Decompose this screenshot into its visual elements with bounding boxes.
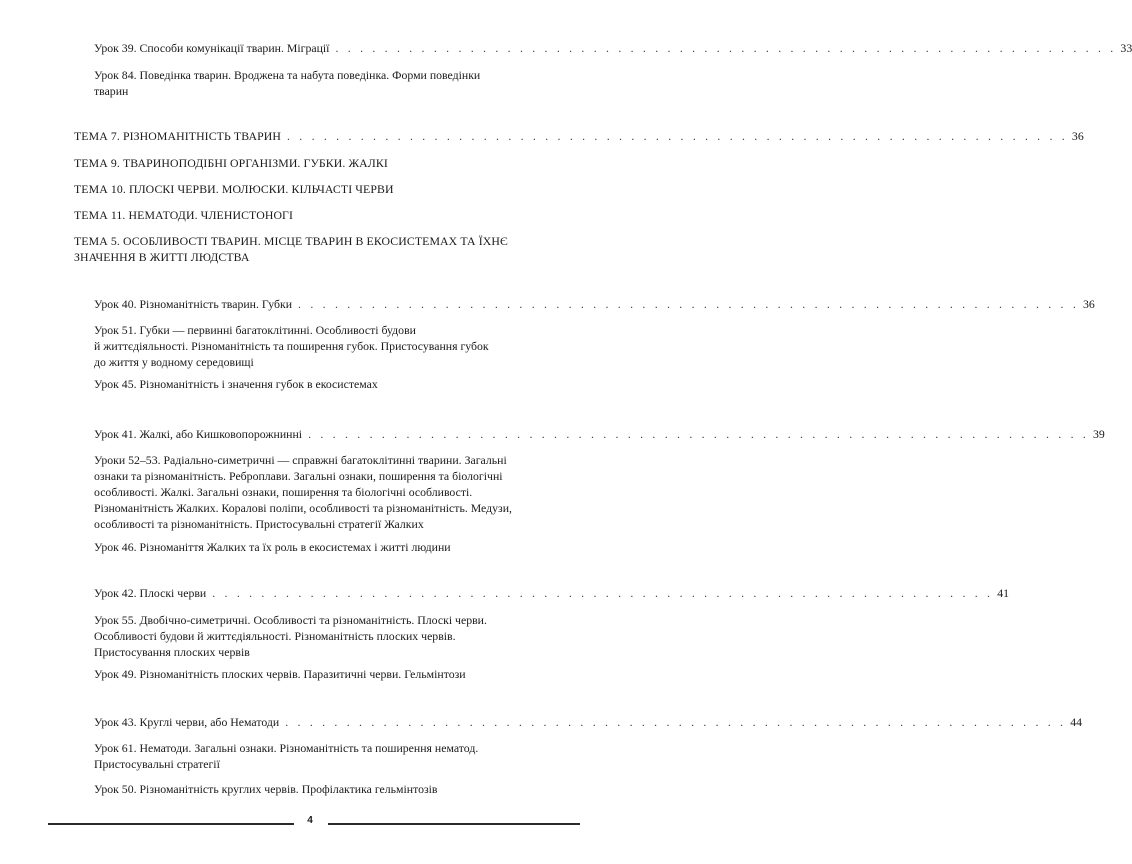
toc-entry-title: Урок 50. Різноманітність круглих червів. Профілактика гельмінтозів bbox=[94, 782, 438, 796]
toc-entry[interactable] bbox=[94, 612, 574, 660]
toc-entry[interactable] bbox=[94, 426, 1105, 442]
toc-topic-title: ТЕМА 9. ТВАРИНОПОДІБНІ ОРГАНІЗМИ. ГУБКИ. ЖАЛКІ bbox=[74, 156, 388, 170]
toc-entry[interactable] bbox=[94, 740, 564, 772]
toc-topic-title: ТЕМА 11. НЕМАТОДИ. ЧЛЕНИСТОНОГІ bbox=[74, 208, 294, 222]
toc-entry[interactable] bbox=[94, 322, 564, 370]
toc-entry-title-line3: особливості. Жалкі. Загальні ознаки, поширення та біологічні особливості. bbox=[94, 485, 473, 499]
toc-entry[interactable] bbox=[94, 781, 438, 797]
toc-entry-title: Урок 51. Губки — первинні багатоклітинні. Особливості будови bbox=[94, 323, 416, 337]
toc-entry-title: Урок 42. Плоскі черви bbox=[94, 586, 207, 600]
toc-entry[interactable] bbox=[94, 67, 544, 99]
page-number: 4 bbox=[307, 815, 313, 826]
leader-dots: . . . . . . . . . . . . . . . . . . . . . . . . . . . . . . . . . . . . . . . . . . . . . . . . . . . . . . . . . . . . . . . . bbox=[298, 297, 1079, 311]
toc-entry-title: Урок 43. Круглі черви, або Нематоди bbox=[94, 715, 280, 729]
toc-topic-entry[interactable] bbox=[74, 233, 578, 265]
toc-entry-title: Уроки 52–53. Радіально-симетричні — справжні багатоклітинні тварини. Загальні bbox=[94, 453, 507, 467]
toc-page-number: 39 bbox=[1093, 427, 1105, 441]
toc-entry-title-line5: особливості та різноманітність. Пристосувальні стратегії Жалких bbox=[94, 517, 424, 531]
toc-entry-title: Урок 49. Різноманітність плоских червів. Паразитичні черви. Гельмінтози bbox=[94, 667, 466, 681]
toc-topic-entry[interactable] bbox=[74, 155, 388, 171]
toc-entry-title: Урок 41. Жалкі, або Кишковопорожнинні bbox=[94, 427, 303, 441]
toc-topic-title: ТЕМА 10. ПЛОСКІ ЧЕРВИ. МОЛЮСКИ. КІЛЬЧАСТІ ЧЕРВИ bbox=[74, 182, 394, 196]
toc-entry-title-line2: тварин bbox=[94, 84, 129, 98]
leader-dots: . . . . . . . . . . . . . . . . . . . . . . . . . . . . . . . . . . . . . . . . . . . . . . . . . . . . . . . . . . . . . . . . bbox=[335, 41, 1117, 55]
toc-entry-title: Урок 61. Нематоди. Загальні ознаки. Різноманітність та поширення нематод. bbox=[94, 741, 479, 755]
toc-entry[interactable] bbox=[94, 376, 378, 392]
toc-entry-title-line2: Особливості будови й життєдіяльності. Різноманітність плоских червів. bbox=[94, 629, 456, 643]
toc-entry-title: Урок 55. Двобічно-симетричні. Особливості та різноманітність. Плоскі черви. bbox=[94, 613, 487, 627]
toc-entry[interactable] bbox=[94, 714, 1082, 730]
toc-page-number: 41 bbox=[997, 586, 1009, 600]
toc-entry-title: Урок 84. Поведінка тварин. Вроджена та набута поведінка. Форми поведінки bbox=[94, 68, 481, 82]
toc-entry[interactable] bbox=[94, 296, 1095, 312]
toc-page-number: 36 bbox=[1083, 297, 1095, 311]
toc-entry-title: Урок 46. Різноманіття Жалких та їх роль в екосистемах і житті людини bbox=[94, 540, 451, 554]
toc-topic-entry[interactable] bbox=[74, 181, 394, 197]
leader-dots: . . . . . . . . . . . . . . . . . . . . . . . . . . . . . . . . . . . . . . . . . . . . . . . . . . . . . . . . . . . . . . . . bbox=[286, 129, 1068, 143]
toc-entry[interactable] bbox=[94, 452, 574, 532]
toc-entry-title-line3: до життя у водному середовищі bbox=[94, 355, 254, 369]
toc-entry-title: Урок 45. Різноманітність і значення губок в екосистемах bbox=[94, 377, 378, 391]
toc-topic-title: ТЕМА 5. ОСОБЛИВОСТІ ТВАРИН. МІСЦЕ ТВАРИН В ЕКОСИСТЕМАХ ТА ЇХНЄ bbox=[74, 234, 508, 248]
toc-entry-title-line2: ознаки та різноманітність. Реброплави. Загальні ознаки, поширення та біологічні bbox=[94, 469, 503, 483]
toc-page-number: 33 bbox=[1120, 41, 1132, 55]
toc-topic-entry[interactable] bbox=[74, 207, 293, 223]
toc-page-number: 36 bbox=[1071, 129, 1084, 143]
toc-entry-title-line4: Різноманітність Жалких. Коралові поліпи, особливості та різноманітність. Медузи, bbox=[94, 501, 512, 515]
toc-entry[interactable] bbox=[94, 539, 451, 555]
footer-rule-left bbox=[48, 823, 294, 825]
leader-dots: . . . . . . . . . . . . . . . . . . . . . . . . . . . . . . . . . . . . . . . . . . . . . . . . . . . . . . . . . . . . . . . . bbox=[285, 715, 1067, 729]
toc-entry[interactable] bbox=[94, 666, 466, 682]
toc-page-number: 44 bbox=[1070, 715, 1082, 729]
toc-entry[interactable] bbox=[94, 585, 1009, 601]
toc-entry-title-line2: Пристосувальні стратегії bbox=[94, 757, 220, 771]
leader-dots: . . . . . . . . . . . . . . . . . . . . . . . . . . . . . . . . . . . . . . . . . . . . . . . . . . . . . . . . . . . . . . . . bbox=[212, 586, 994, 600]
footer-rule-right bbox=[328, 823, 580, 825]
toc-topic-title: ТЕМА 7. РІЗНОМАНІТНІСТЬ ТВАРИН bbox=[74, 129, 281, 143]
toc-entry-title: Урок 39. Способи комунікації тварин. Міграції bbox=[94, 41, 330, 55]
toc-entry-title-line3: Пристосування плоских червів bbox=[94, 645, 250, 659]
leader-dots: . . . . . . . . . . . . . . . . . . . . . . . . . . . . . . . . . . . . . . . . . . . . . . . . . . . . . . . . . . . . . . . . bbox=[308, 427, 1090, 441]
toc-entry-title: Урок 40. Різноманітність тварин. Губки bbox=[94, 297, 293, 311]
toc-topic-title-line2: ЗНАЧЕННЯ В ЖИТТІ ЛЮДСТВА bbox=[74, 250, 250, 264]
toc-topic-entry[interactable] bbox=[74, 128, 1084, 144]
toc-entry-title-line2: й життєдіяльності. Різноманітність та поширення губок. Пристосування губок bbox=[94, 339, 489, 353]
toc-entry[interactable] bbox=[94, 40, 1132, 56]
